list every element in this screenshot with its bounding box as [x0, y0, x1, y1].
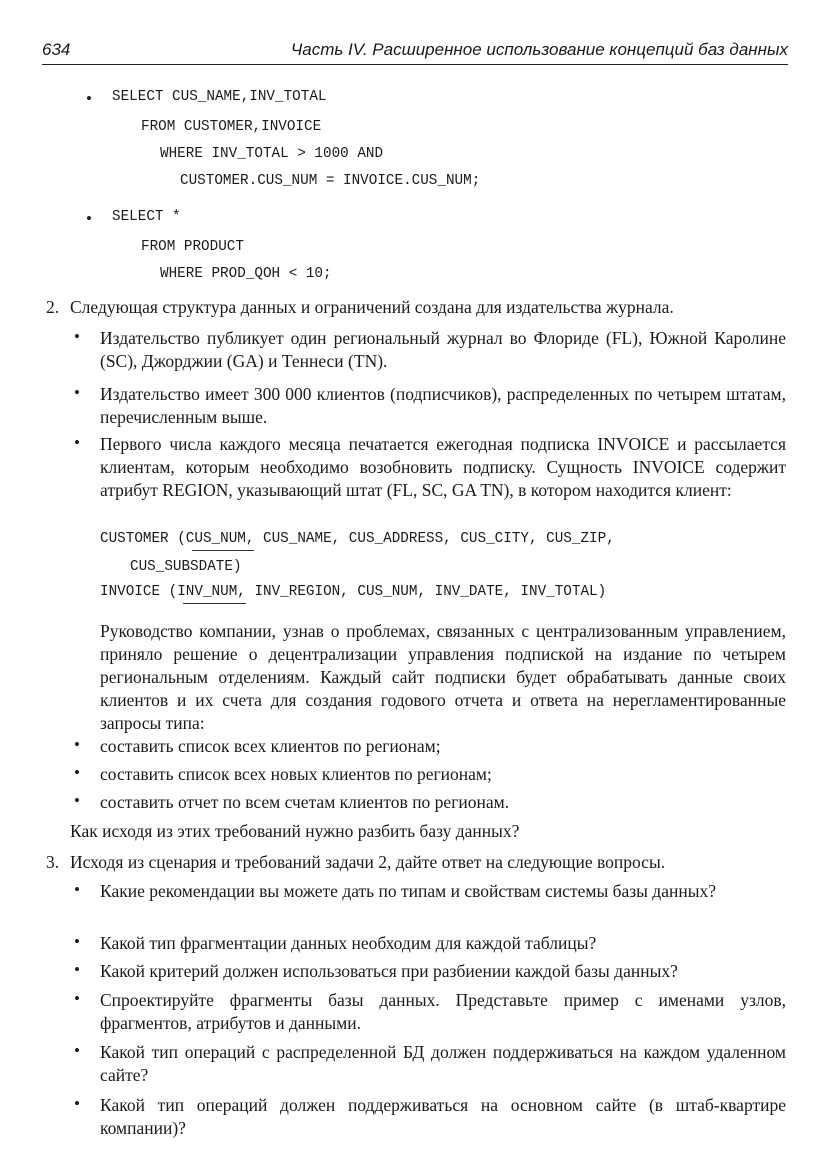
task-number: 2.	[46, 297, 60, 317]
bullet: •	[74, 763, 80, 782]
bullet: •	[74, 989, 80, 1008]
relation-name: INVOICE (	[100, 584, 178, 600]
task-number: 3.	[46, 852, 60, 872]
primary-key: INV_NUM,	[177, 584, 246, 600]
sql-line: WHERE PROD_QOH < 10;	[160, 266, 332, 282]
bullet: •	[74, 960, 80, 979]
list-item: составить отчет по всем счетам клиентов по регионам.	[100, 792, 510, 812]
relation-customer-cont: CUS_SUBSDATE)	[130, 559, 242, 575]
bullet: •	[74, 383, 80, 402]
list-item: Издательство публикует один региональный журнал во Флориде (FL), Южной Каролине (SC), Джорджии (GA) и Теннеси (TN).	[100, 328, 786, 371]
list-item: составить список всех новых клиентов по регионам;	[100, 764, 492, 784]
relation-attributes: INV_REGION, CUS_NUM, INV_DATE, INV_TOTAL)	[245, 584, 607, 600]
question: Как исходя из этих требований нужно разбить базу данных?	[70, 821, 520, 841]
task-text: Исходя из сценария и требований задачи 2, дайте ответ на следующие вопросы.	[70, 852, 666, 872]
list-item: составить список всех клиентов по регионам;	[100, 736, 441, 756]
list-item: Спроектируйте фрагменты базы данных. Представьте пример с именами узлов, фрагментов, атрибутов и данными.	[100, 990, 786, 1033]
relation-attributes: CUS_NAME, CUS_ADDRESS, CUS_CITY, CUS_ZIP,	[254, 531, 615, 547]
list-item: Какой тип фрагментации данных необходим для каждой таблицы?	[100, 933, 597, 953]
bullet: •	[74, 1094, 80, 1113]
relation-customer	[100, 531, 615, 547]
task-text: Следующая структура данных и ограничений создана для издательства журнала.	[70, 297, 674, 317]
running-header-title: Часть IV. Расширенное использование концепций баз данных	[290, 40, 788, 59]
list-item: Какой тип операций должен поддерживаться на основном сайте (в штаб-квартире компании)?	[100, 1095, 786, 1138]
relation-name: CUSTOMER (	[100, 531, 186, 547]
list-item: Какой тип операций с распределенной БД должен поддерживаться на каждом удаленном сайте?	[100, 1042, 786, 1085]
bullet: •	[74, 327, 80, 346]
list-item: Издательство имеет 300 000 клиентов (подписчиков), распределенных по четырем штатам, перечисленным выше.	[100, 384, 786, 427]
sql-line: FROM PRODUCT	[141, 239, 244, 255]
page-number: 634	[42, 40, 71, 59]
list-item: Какой критерий должен использоваться при разбиении каждой базы данных?	[100, 961, 678, 981]
relation-invoice	[100, 584, 606, 600]
paragraph: Руководство компании, узнав о проблемах, связанных с централизованным управлением, приняло решение о децентрализации управления подпиской на издание по четырем региональным отделениям. Каждый сайт подписки будет обрабатывать данные своих клиентов и их счета для создания годового отчета и ответа на нерегламентированные запросы типа:	[100, 621, 786, 733]
sql-line: CUSTOMER.CUS_NUM = INVOICE.CUS_NUM;	[180, 173, 481, 189]
bullet: •	[74, 791, 80, 810]
bullet: •	[86, 89, 92, 108]
sql-line: SELECT *	[112, 209, 181, 225]
bullet: •	[74, 932, 80, 951]
bullet: •	[74, 433, 80, 452]
list-item: Первого числа каждого месяца печатается ежегодная подписка INVOICE и рассылается клиентам, которым необходимо возобновить подписку. Сущность INVOICE содержит атрибут REGION, указывающий штат (FL, SC, GA TN), в котором находится клиент:	[100, 434, 786, 500]
list-item: Какие рекомендации вы можете дать по типам и свойствам системы базы данных?	[100, 881, 716, 901]
sql-line: SELECT CUS_NAME,INV_TOTAL	[112, 89, 327, 105]
sql-line: WHERE INV_TOTAL > 1000 AND	[160, 146, 384, 162]
bullet: •	[86, 209, 92, 228]
running-header	[42, 38, 788, 65]
sql-line: FROM CUSTOMER,INVOICE	[141, 119, 322, 135]
bullet: •	[74, 880, 80, 899]
bullet: •	[74, 735, 80, 754]
bullet: •	[74, 1041, 80, 1060]
primary-key: CUS_NUM,	[185, 531, 255, 547]
